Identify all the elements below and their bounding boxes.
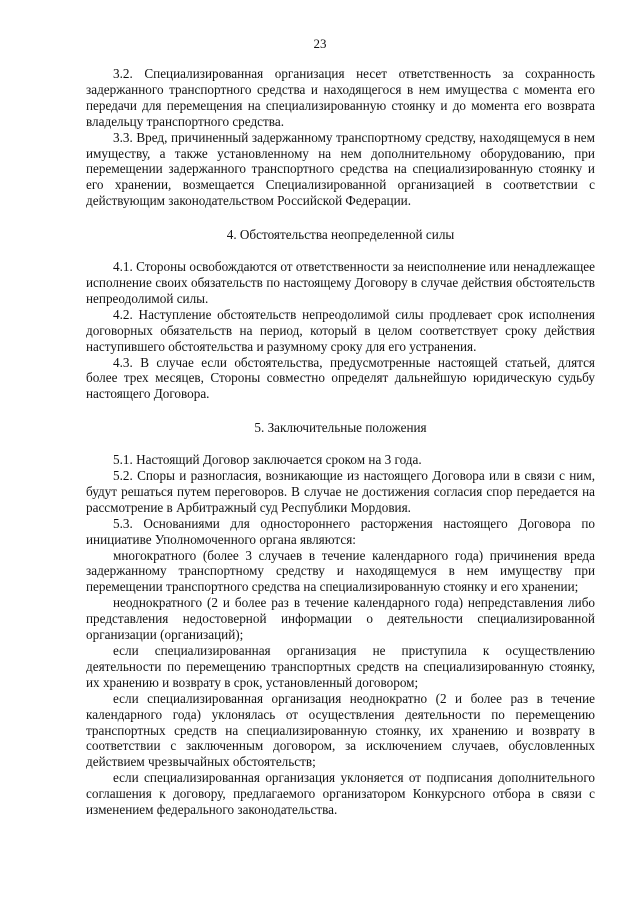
termination-ground-4: если специализированная организация неоднократно (2 и более раз в течение календарного года) уклонялась от осуществления деятельности по перемещению транспортных средств на специализированную стоянку, их хранению и возврату в соответствии с заключенным договором, за исключением случаев, обусловленных действием чрезвычайных обстоятельств; (86, 690, 595, 770)
termination-ground-1: многократного (более 3 случаев в течение календарного года) причинения вреда задержанному транспортному средству и находящемуся в нем имуществу при перемещении транспортного средства на специализированную стоянку и его хранении; (86, 547, 595, 595)
clause-4-3: 4.3. В случае если обстоятельства, предусмотренные настоящей статьей, длятся более трех месяцев, Стороны совместно определят дальнейшую юридическую судьбу настоящего Договора. (86, 354, 595, 402)
clause-5-3: 5.3. Основаниями для одностороннего расторжения настоящего Договора по инициативе Уполномоченного органа являются: (86, 515, 595, 547)
termination-ground-3: если специализированная организация не приступила к осуществлению деятельности по перемещению транспортных средств на специализированную стоянку, их хранению и возврату в срок, установленный договором; (86, 643, 595, 690)
clause-4-1: 4.1. Стороны освобождаются от ответственности за неисполнение или ненадлежащее исполнение своих обязательств по настоящему Договору в случае действия обстоятельств непреодолимой силы. (86, 259, 595, 306)
termination-ground-5: если специализированная организация уклоняется от подписания дополнительного соглашения к договору, предлагаемого организатором Конкурсного отбора в связи с изменением федерального законодательства. (86, 770, 595, 818)
clause-5-2: 5.2. Споры и разногласия, возникающие из настоящего Договора или в связи с ним, будут решаться путем переговоров. В случае не достижения согласия спор передается на рассмотрение в Арбитражный суд Республики Мордовия. (86, 468, 595, 515)
clause-5-1: 5.1. Настоящий Договор заключается сроком на 3 года. (113, 452, 422, 468)
clause-4-2: 4.2. Наступление обстоятельств непреодолимой силы продлевает срок исполнения договорных обязательств на период, который в целом соответствует сроку действия наступившего обстоятельства и разумному сроку для его устранения. (86, 306, 595, 354)
page-number: 23 (313, 36, 327, 51)
section-4-heading: 4. Обстоятельства неопределенной силы (226, 227, 455, 243)
clause-3-2: 3.2. Специализированная организация несет ответственность за сохранность задержанного транспортного средства и находящегося в нем имущества с момента его передачи для перемещения на специализированную стоянку и до момента его возврата владельцу транспортного средства. (86, 66, 595, 129)
clause-3-3: 3.3. Вред, причиненный задержанному транспортному средству, находящемуся в нем имуществу, а также установленному на нем дополнительному оборудованию, при перемещении задержанного транспортного средства на специализированную стоянку и его хранении, возмещается Специализированной организацией в соответствии с действующим законодательством Российской Федерации. (86, 129, 595, 209)
section-5-heading: 5. Заключительные положения (254, 420, 427, 436)
document-body (86, 66, 595, 818)
termination-ground-2: неоднократного (2 и более раз в течение календарного года) непредставления либо представления недостоверной информации о деятельности специализированной организации (организаций); (86, 595, 595, 643)
